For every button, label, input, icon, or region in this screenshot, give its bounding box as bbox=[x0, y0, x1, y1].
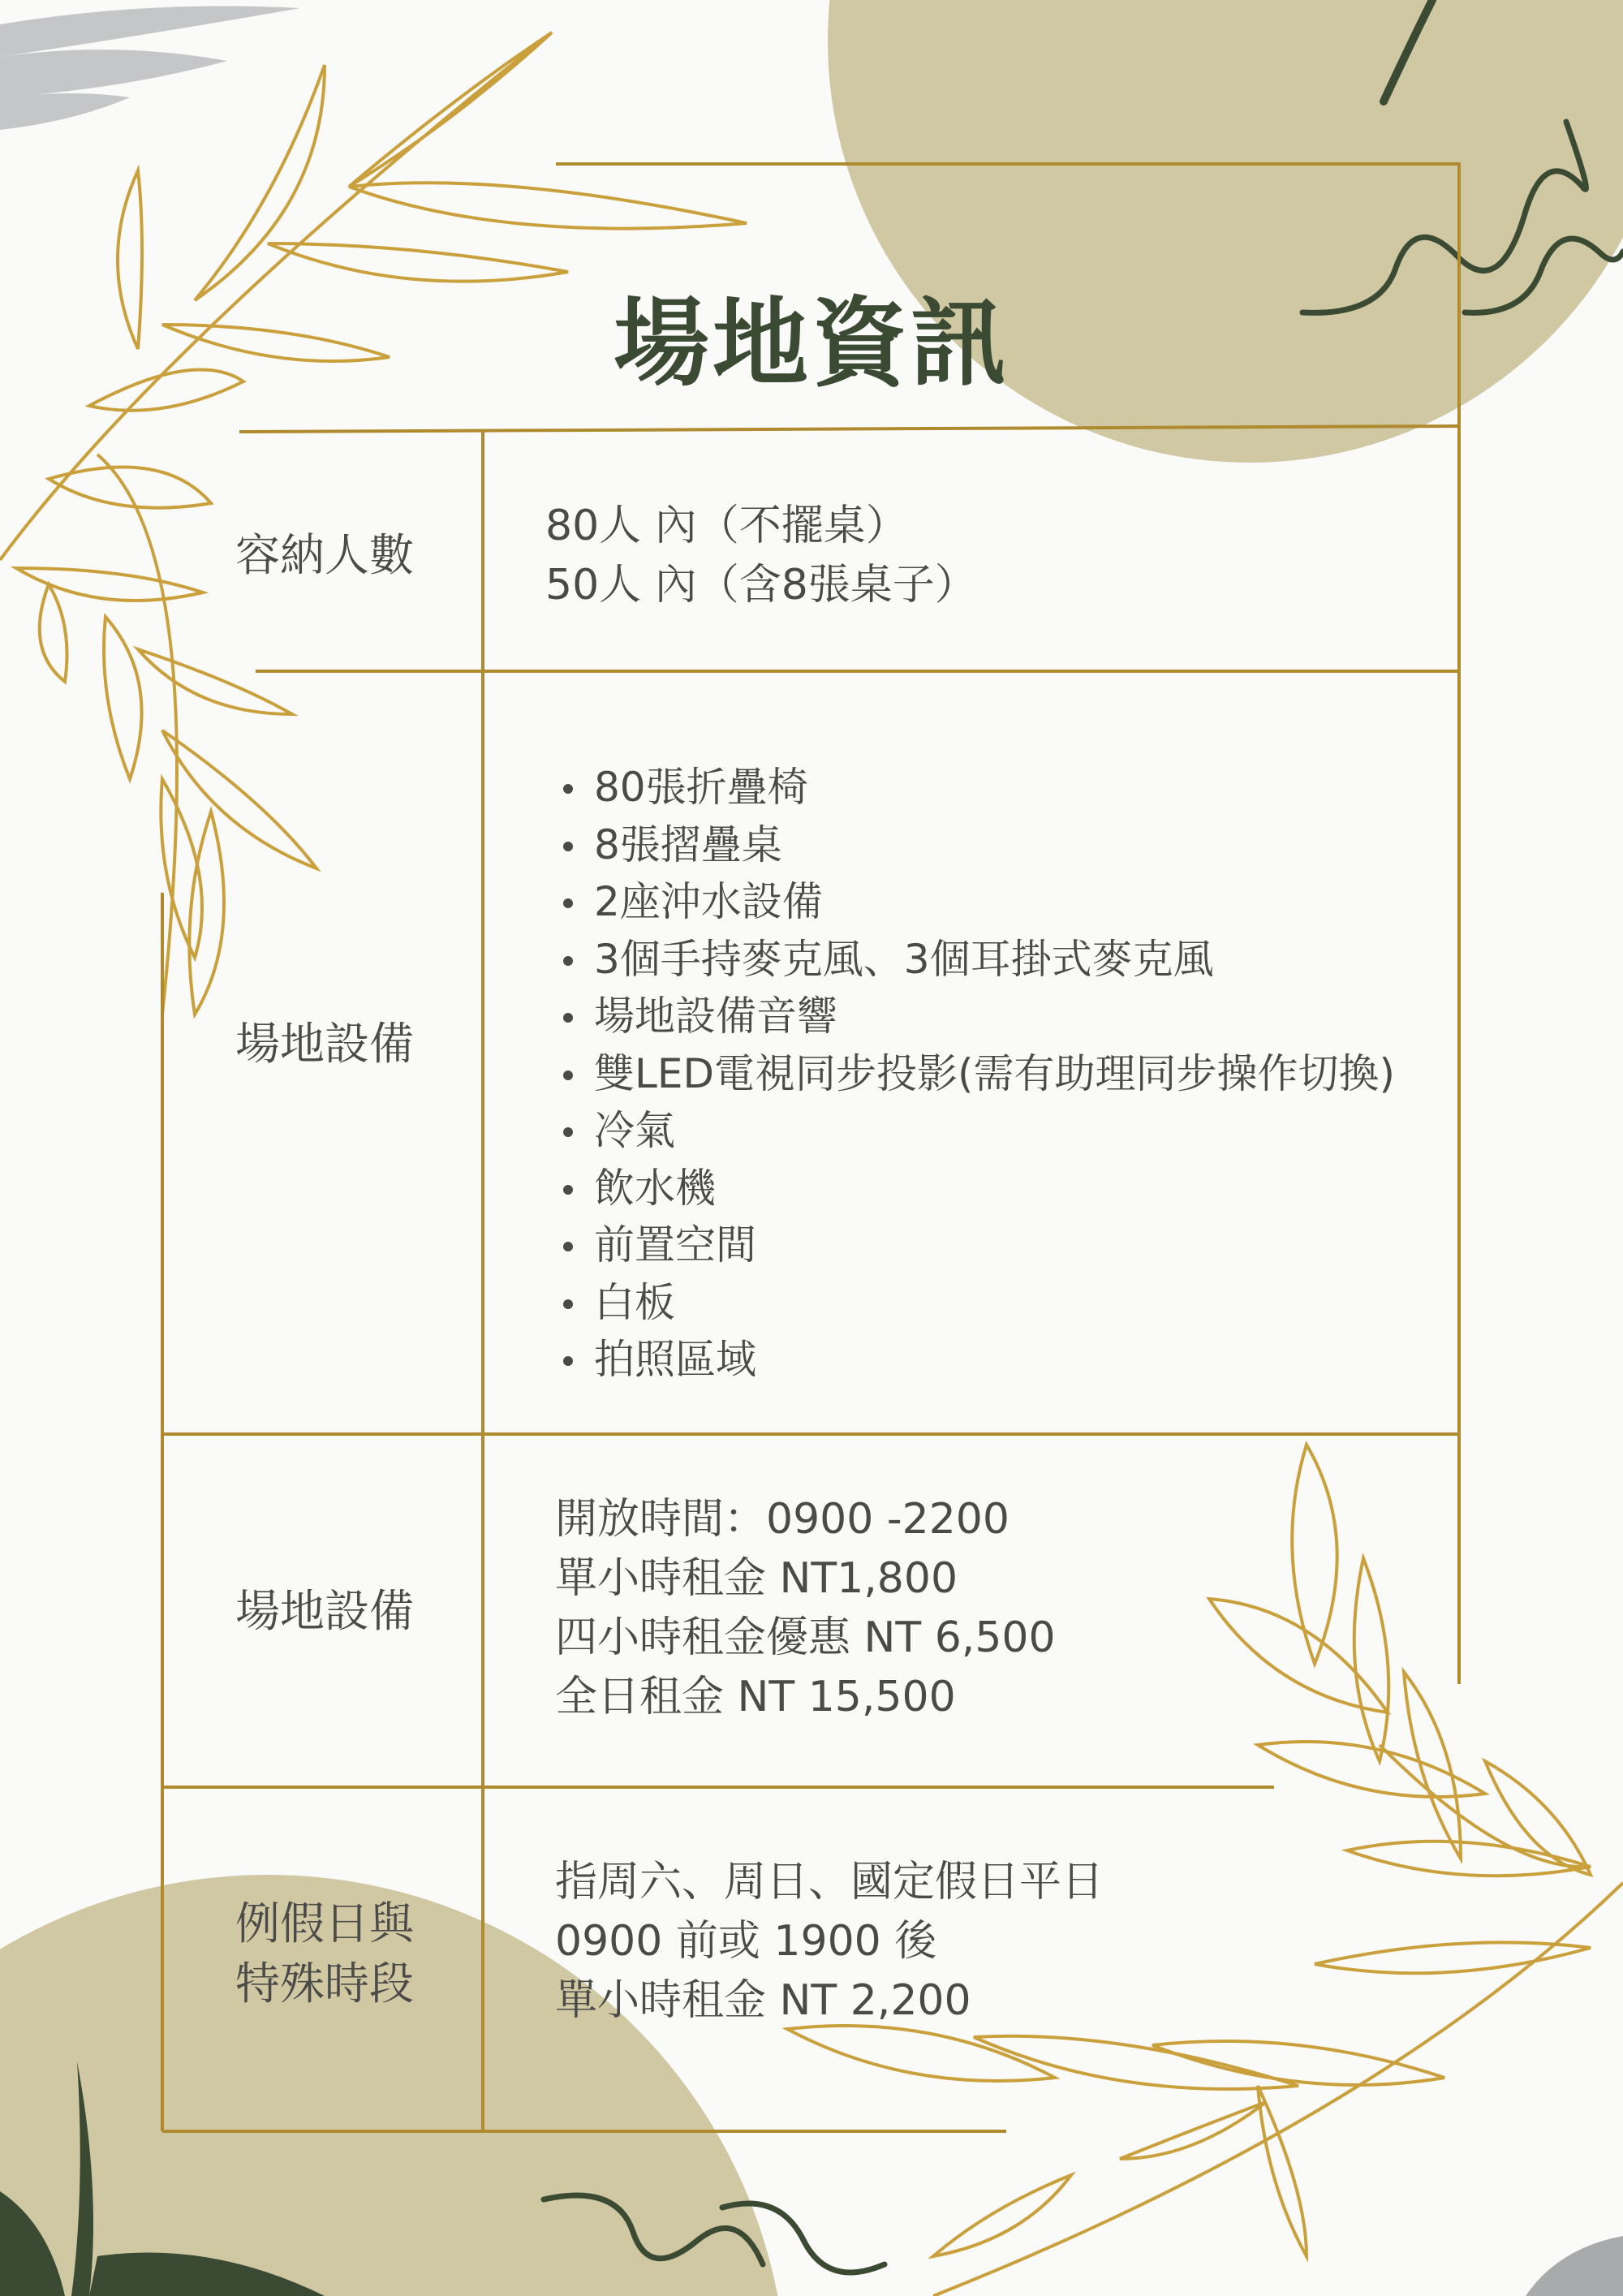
pricing-line: 開放時間：0900 -2200 bbox=[555, 1495, 1010, 1544]
holiday-label bbox=[166, 1893, 483, 2014]
list-item: 拍照區域 bbox=[594, 1331, 1395, 1389]
gray-leaf-icon bbox=[1526, 2236, 1623, 2296]
list-item: 飲水機 bbox=[594, 1160, 1395, 1217]
capacity-label: 容納人數 bbox=[235, 529, 414, 581]
holiday-label-line: 例假日與 bbox=[235, 1898, 414, 1949]
equipment-label: 場地設備 bbox=[235, 1018, 414, 1070]
holiday-details bbox=[555, 1853, 1104, 2031]
capacity-details bbox=[545, 497, 977, 615]
capacity-line: 80人 內（不擺桌） bbox=[545, 502, 908, 550]
pricing-label: 場地設備 bbox=[235, 1585, 414, 1637]
list-item: 前置空間 bbox=[594, 1217, 1395, 1274]
list-item: 2座沖水設備 bbox=[594, 873, 1395, 931]
gray-leaves-icon bbox=[0, 6, 300, 131]
pricing-line: 單小時租金 NT1,800 bbox=[555, 1554, 958, 1603]
capacity-line: 50人 內（含8張桌子） bbox=[545, 561, 977, 610]
holiday-line: 0900 前或 1900 後 bbox=[555, 1917, 937, 1966]
holiday-line: 單小時租金 NT 2,200 bbox=[555, 1976, 971, 2025]
page-title: 場地資訊 bbox=[613, 287, 1010, 399]
holiday-line: 指周六、周日、國定假日平日 bbox=[555, 1858, 1104, 1906]
equipment-list bbox=[560, 759, 1395, 1389]
list-item: 白板 bbox=[594, 1274, 1395, 1332]
list-item: 3個手持麥克風、3個耳掛式麥克風 bbox=[594, 931, 1395, 989]
list-item: 冷氣 bbox=[594, 1102, 1395, 1160]
list-item: 8張摺疊桌 bbox=[594, 816, 1395, 874]
pricing-line: 四小時租金優惠 NT 6,500 bbox=[555, 1613, 1056, 1662]
list-item: 80張折疊椅 bbox=[594, 759, 1395, 816]
list-item: 雙LED電視同步投影(需有助理同步操作切換) bbox=[594, 1045, 1395, 1103]
pricing-line: 全日租金 NT 15,500 bbox=[555, 1673, 956, 1721]
holiday-label-line: 特殊時段 bbox=[235, 1958, 414, 2010]
list-item: 場地設備音響 bbox=[594, 988, 1395, 1045]
pricing-details bbox=[555, 1490, 1056, 1727]
